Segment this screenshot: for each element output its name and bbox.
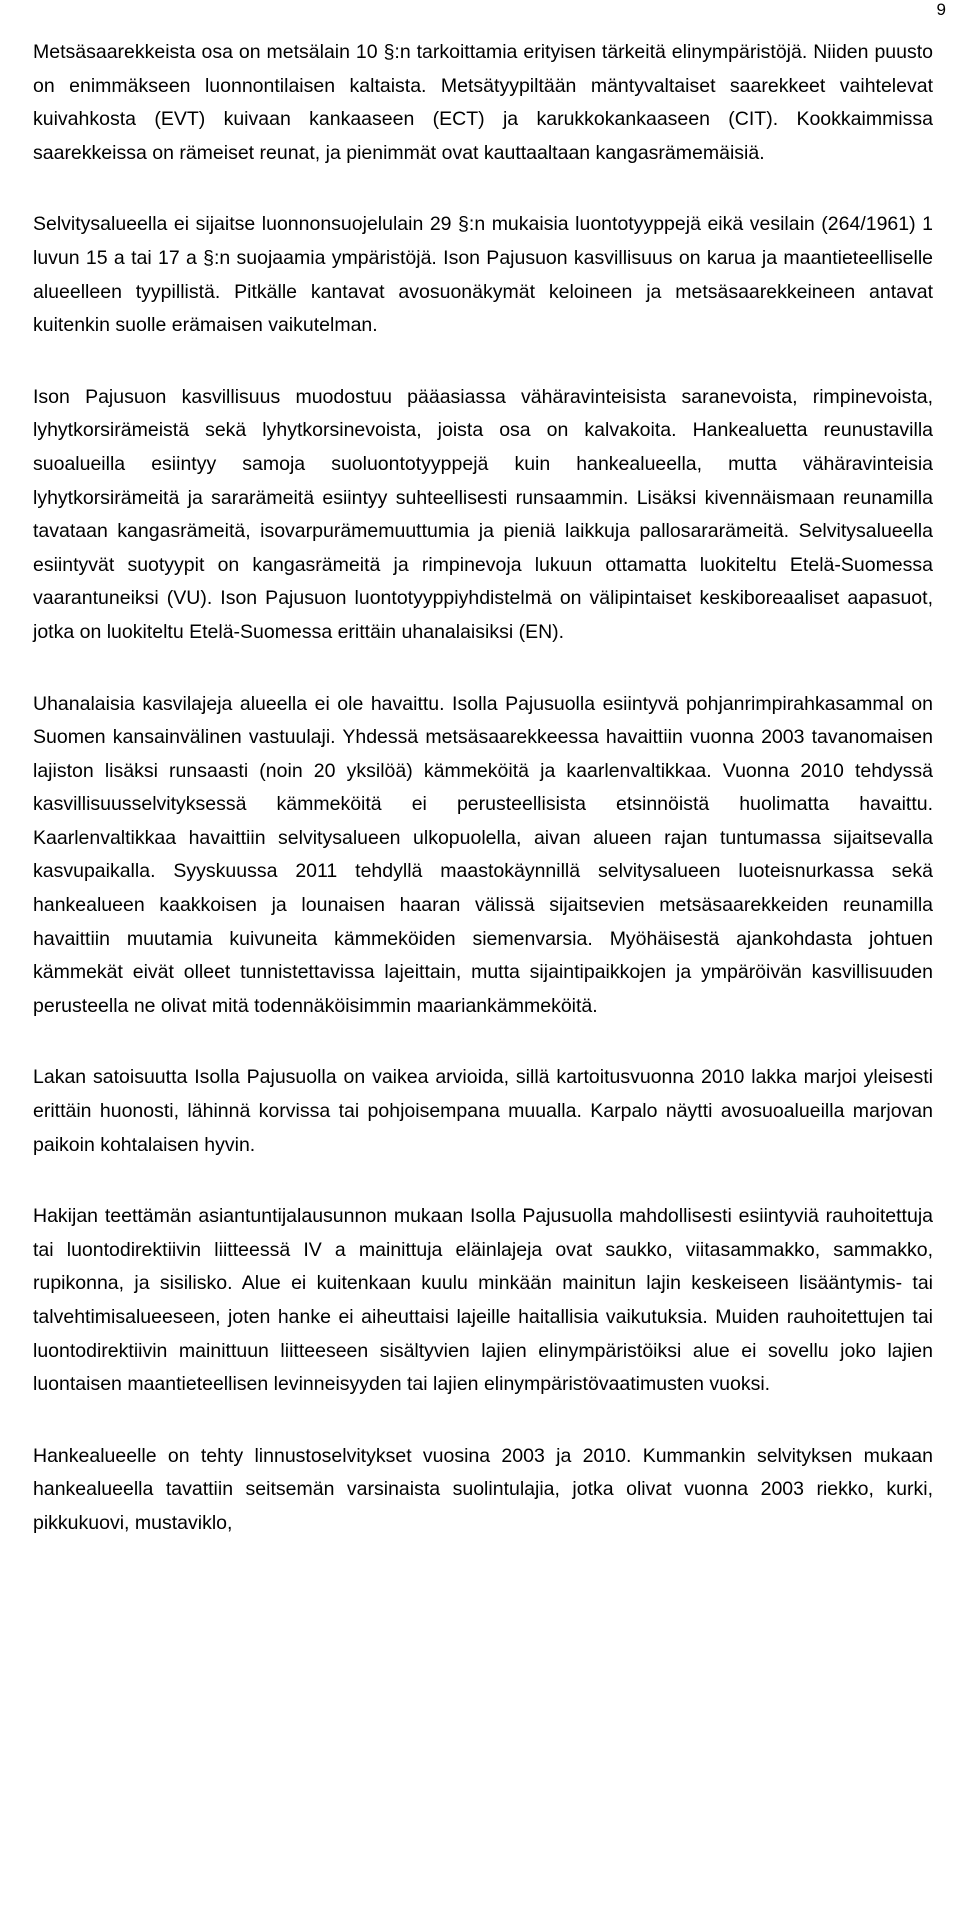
paragraph-kasvillisuus: Ison Pajusuon kasvillisuus muodostuu pääasiassa vähäravinteisista saranevoista, rimpinevoista, lyhytkorsirämeistä sekä lyhytkorsinevoista, joista osa on kalvakoita. Hankealuetta reunustavilla suoalueilla esiintyy samoja suoluontotyyppejä kuin hankealueella, mutta vähäravinteisia lyhytkorsirämeitä ja sararämeitä esiintyy suhteellisesti runsaammin. Lisäksi kivennäismaan reunamilla tavataan kangasrämeitä, isovarpurämemuuttumia ja pieniä laikkuja pallosararämeitä. Selvitysalueella esiintyvät suotyypit on kangasrämeitä ja rimpinevoja lukuun ottamatta luokiteltu Etelä-Suomessa vaarantuneiksi (VU). Ison Pajusuon luontotyyppiyhdistelmä on välipintaiset keskiboreaaliset aapasuot, jotka on luokiteltu Etelä-Suomessa erittäin uhanalaisiksi (EN). — [33, 385, 933, 643]
paragraph-luontotyypit: Selvitysalueella ei sijaitse luonnonsuojelulain 29 §:n mukaisia luontotyyppejä eikä vesilain (264/1961) 1 luvun 15 a tai 17 a §:n suojaamia ympäristöjä. Ison Pajusuon kasvillisuus on karua ja maantieteelliselle alueelleen tyypillistä. Pitkälle kantavat avosuonäkymät keloineen ja metsäsaarekkeineen antavat kuitenkin suolle erämaisen vaikutelman. — [33, 213, 933, 337]
paragraph-elainlajit: Hakijan teettämän asiantuntijalausunnon mukaan Isolla Pajusuolla mahdollisesti esiintyviä rauhoitettuja tai luontodirektiivin liitteessä IV a mainittuja eläinlajeja ovat saukko, viitasammakko, sammakko, rupikonna, ja sisilisko. Alue ei kuitenkaan kuulu minkään mainitun lajin keskeiseen lisääntymis- tai talvehtimisalueeseen, joten hanke ei aiheuttaisi lajeille haitallisia vaikutuksia. Muiden rauhoitettujen tai luontodirektiivin mainittuun liitteeseen sisältyvien lajien elinympäristöiksi alue ei sovellu joko lajien luontaisen maantieteellisen levinneisyyden tai lajien elinympäristövaatimusten vuoksi. — [33, 1205, 933, 1396]
paragraph-lakka-karpalo: Lakan satoisuutta Isolla Pajusuolla on vaikea arvioida, sillä kartoitusvuonna 2010 lakka marjoi yleisesti erittäin huonosti, lähinnä korvissa tai pohjoisempana muualla. Karpalo näytti avosuoalueilla marjovan paikoin kohtalaisen hyvin. — [33, 1066, 933, 1156]
paragraph-metsasaarekkeet: Metsäsaarekkeista osa on metsälain 10 §:n tarkoittamia erityisen tärkeitä elinympäristöjä. Niiden puusto on enimmäkseen luonnontilaisen kaltaista. Metsätyypiltään mäntyvaltaiset saarekkeet vaihtelevat kuivahkosta (EVT) kuivaan kankaaseen (ECT) ja karukkokankaaseen (CIT). Kookkaimmissa saarekkeissa on rämeiset reunat, ja pienimmät ovat kauttaaltaan kangasrämemäisiä. — [33, 41, 933, 164]
paragraph-linnusto: Hankealueelle on tehty linnustoselvitykset vuosina 2003 ja 2010. Kummankin selvityksen mukaan hankealueella tavattiin seitsemän varsinaista suolintulajia, jotka olivat vuonna 2003 riekko, kurki, pikkukuovi, mustaviklo, — [33, 1444, 933, 1534]
page-number: 9 — [936, 0, 946, 19]
document-body — [33, 36, 933, 1579]
paragraph-kasvilajit: Uhanalaisia kasvilajeja alueella ei ole havaittu. Isolla Pajusuolla esiintyvä pohjanrimpirahkasammal on Suomen kansainvälinen vastuulaji. Yhdessä metsäsaarekkeessa havaittiin vuonna 2003 tavanomaisen lajiston lisäksi runsaasti (noin 20 yksilöä) kämmeköitä ja kaarlenvaltikkaa. Vuonna 2010 tehdyssä kasvillisuusselvityksessä kämmeköitä ei perusteellisista etsinnöistä huolimatta havaittu. Kaarlenvaltikkaa havaittiin selvitysalueen ulkopuolella, aivan alueen rajan tuntumassa sijaitsevalla kasvupaikalla. Syyskuussa 2011 tehdyllä maastokäynnillä selvitysalueen luoteisnurkassa sekä hankealueen kaakkoisen ja lounaisen haaran välissä sijaitsevien metsäsaarekkeiden reunamilla havaittiin muutamia kuivuneita kämmeköiden siemenvarsia. Myöhäisestä ajankohdasta johtuen kämmekät eivät olleet tunnistettavissa lajeittain, mutta sijaintipaikkojen ja ympäröivän kasvillisuuden perusteella ne olivat mitä todennäköisimmin maariankämmeköitä. — [33, 692, 933, 1017]
